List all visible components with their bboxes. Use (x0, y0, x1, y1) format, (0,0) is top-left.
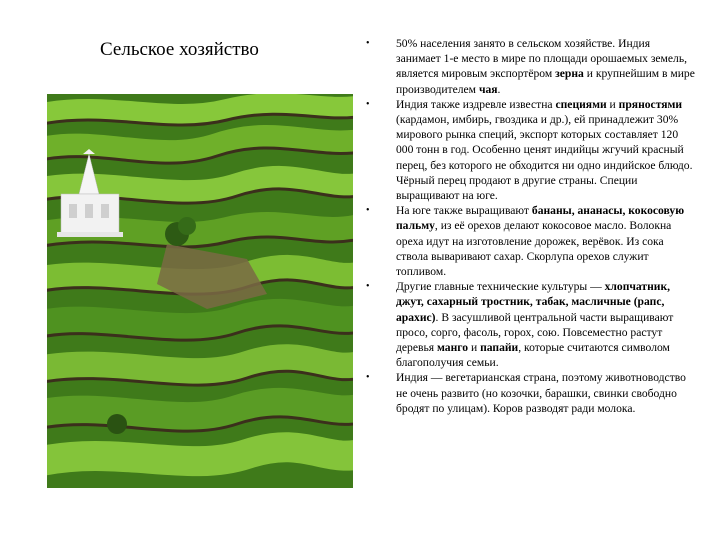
bullet-marker: • (366, 281, 370, 293)
bullet-text: Индия также издревле известна (396, 97, 556, 111)
bullet-marker: • (366, 205, 370, 217)
bullet-bold-text: бананы, ананасы, кокосовую пальму (396, 204, 685, 233)
bullet-text: . В засушливой центральной части выращивают просо, сорго, фасоль, горох, сою. Повсеместно растут деревья (396, 310, 674, 355)
bullet-bold-text: хлопчатник, джут, сахарный тростник, табак, масличные (рапс, арахис) (396, 280, 671, 324)
slide-title: Сельское хозяйство (100, 39, 259, 60)
bullet-text: . (497, 82, 501, 96)
bullet-bold-text: манго (436, 341, 469, 355)
terraced-fields-photo (47, 94, 353, 488)
bullet-bold-text: папайи (480, 341, 519, 355)
bullet-bold-text: зерна (555, 67, 584, 81)
bullet-item (366, 97, 696, 203)
bullet-text: , из её орехов делают кокосовое масло. Волокна ореха идут на изготовление дорожек, верёвок. Из сока ствола вываривают сахар. Скорлупа орехов служит топливом. (396, 219, 672, 279)
bullet-marker: • (366, 372, 370, 384)
bullet-text: (кардамон, имбирь, гвоздика и др.), ей принадлежит 30% мирового рынка специй, экспорт которых составляет 120 000 тонн в год. Особенно ценят индийцы жгучий красный перец, без которого не обходится ни одно индийское блюдо. Чёрный перец продают в другие страны. Специи выращивают на юге. (396, 113, 693, 203)
bullet-item (366, 279, 696, 370)
bullet-text: и (468, 341, 481, 355)
bullet-item (366, 370, 696, 416)
bullet-text: На юге также выращивают (396, 204, 532, 218)
bullet-item (366, 203, 696, 279)
bullet-text: и (606, 97, 619, 111)
bullet-text: 50% населения занято в сельском хозяйстве. Индия занимает 1-е место в мире по площади орошаемых земель, является мировым экспортёром (396, 37, 688, 81)
bullet-bold-text: чая (478, 82, 498, 96)
bullet-bold-text: специями (555, 97, 607, 111)
bullet-text: и крупнейшим в мире производителем (396, 67, 695, 96)
bullet-item (366, 36, 696, 97)
bullet-marker: • (366, 98, 370, 110)
bullet-text: Индия — вегетарианская страна, поэтому животноводство не очень развито (но козочки, барашки, свинки свободно бродят по улицам). Коров разводят ради молока. (396, 371, 686, 415)
bullet-text: , которые считаются символом благополучия семьи. (396, 341, 670, 370)
bullet-list (366, 36, 696, 416)
bullet-marker: • (366, 38, 370, 49)
bullet-bold-text: пряностями (618, 97, 683, 111)
bullet-text: Другие главные технические культуры — (396, 280, 605, 294)
